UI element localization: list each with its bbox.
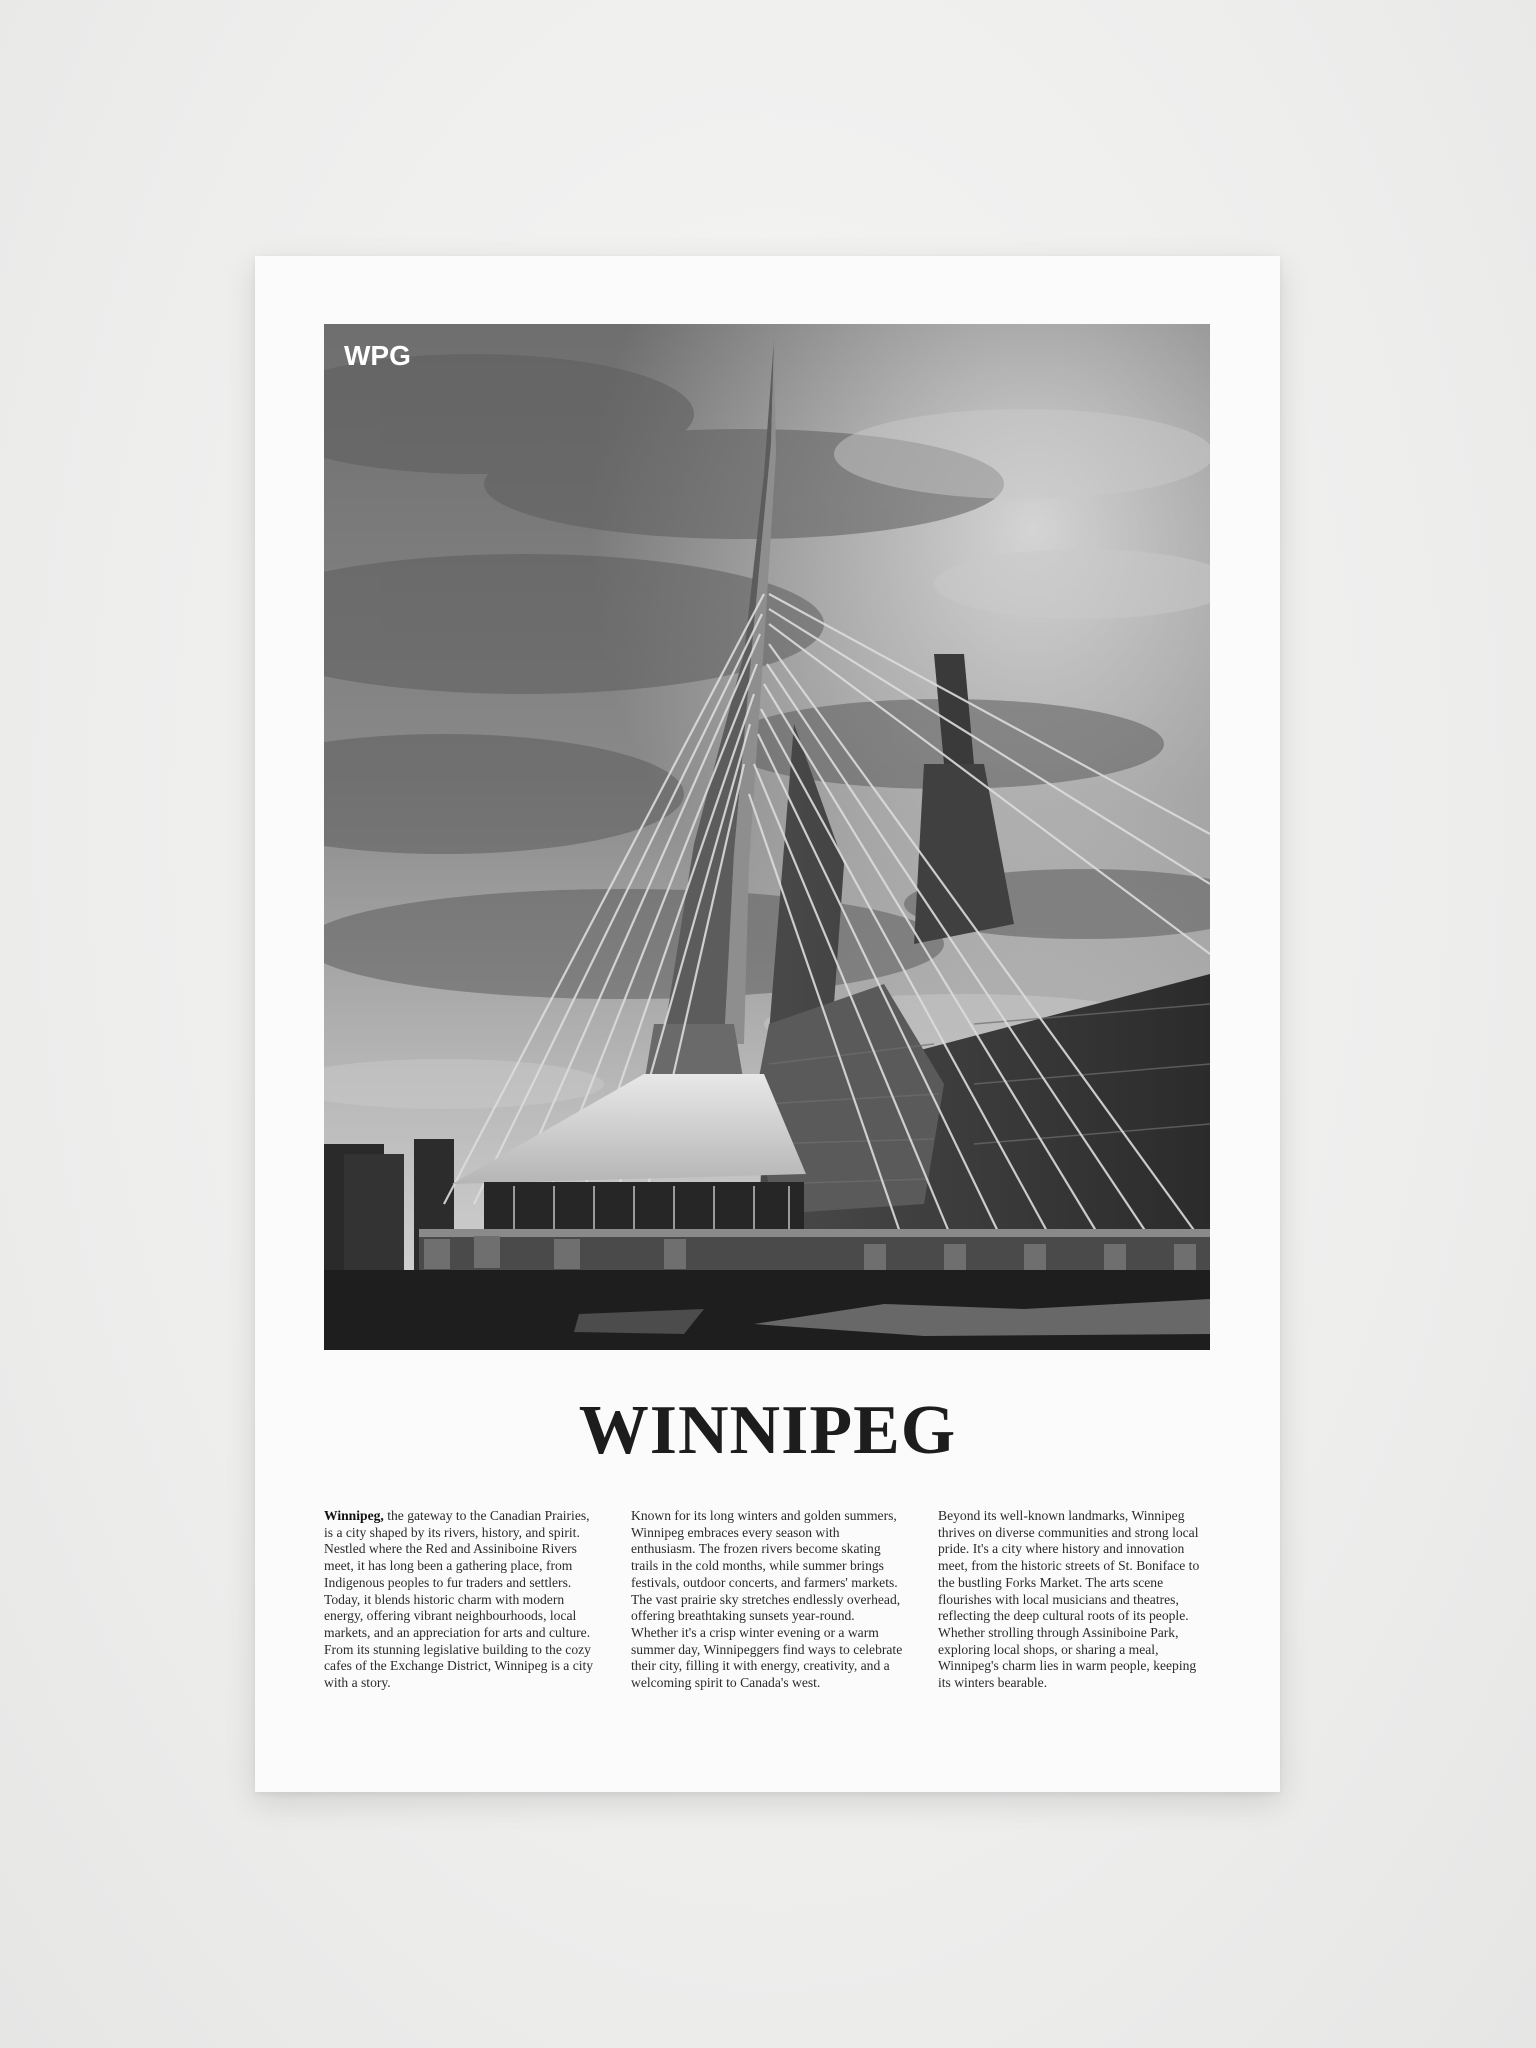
paragraph: Known for its long winters and golden summers, Winnipeg embraces every season with enthusiasm. The frozen rivers become skating trails in the cold months, while summer brings festivals, outdoor concerts, and farmers' markets. The vast prairie sky stretches endlessly overhead, offering breathtaking sunsets year-round. Whether it's a crisp winter evening or a warm summer day, Winnipeggers find ways to celebrate their city, filling it with energy, creativity, and a welcoming spirit to Canada's west.	[631, 1508, 903, 1691]
paragraph: Beyond its well-known landmarks, Winnipeg thrives on diverse communities and strong local pride. It's a city where history and innovation meet, from the historic streets of St. Boniface to the bustling Forks Market. The arts scene flourishes with local musicians and theatres, reflecting the deep cultural roots of its people. Whether strolling through Assiniboine Park, exploring local shops, or sharing a meal, Winnipeg's charm lies in warm people, keeping its winters bearable.	[938, 1508, 1200, 1691]
bridge-photo-illustration	[324, 324, 1210, 1350]
poster-photo	[324, 324, 1210, 1350]
wpg-tag: WPG	[344, 340, 411, 371]
paragraph: the gateway to the Canadian Prairies, is a city shaped by its rivers, history, and spirit. Nestled where the Red and Assiniboine Rivers meet, it has long been a gathering place, from Indigenous peoples to fur traders and settlers. Today, it blends historic charm with modern energy, offering vibrant neighbourhoods, local markets, and an appreciation for arts and culture. From its stunning legislative building to the cozy cafes of the Exchange District, Winnipeg is a city with a story.	[324, 1508, 594, 1691]
lead-word: Winnipeg,	[324, 1508, 384, 1523]
text-columns	[324, 1508, 1210, 1692]
poster-title: WINNIPEG	[578, 1392, 957, 1469]
poster	[255, 256, 1280, 1792]
text-column-2	[631, 1508, 903, 1692]
text-column-3	[938, 1508, 1210, 1692]
text-column-1	[324, 1508, 596, 1692]
